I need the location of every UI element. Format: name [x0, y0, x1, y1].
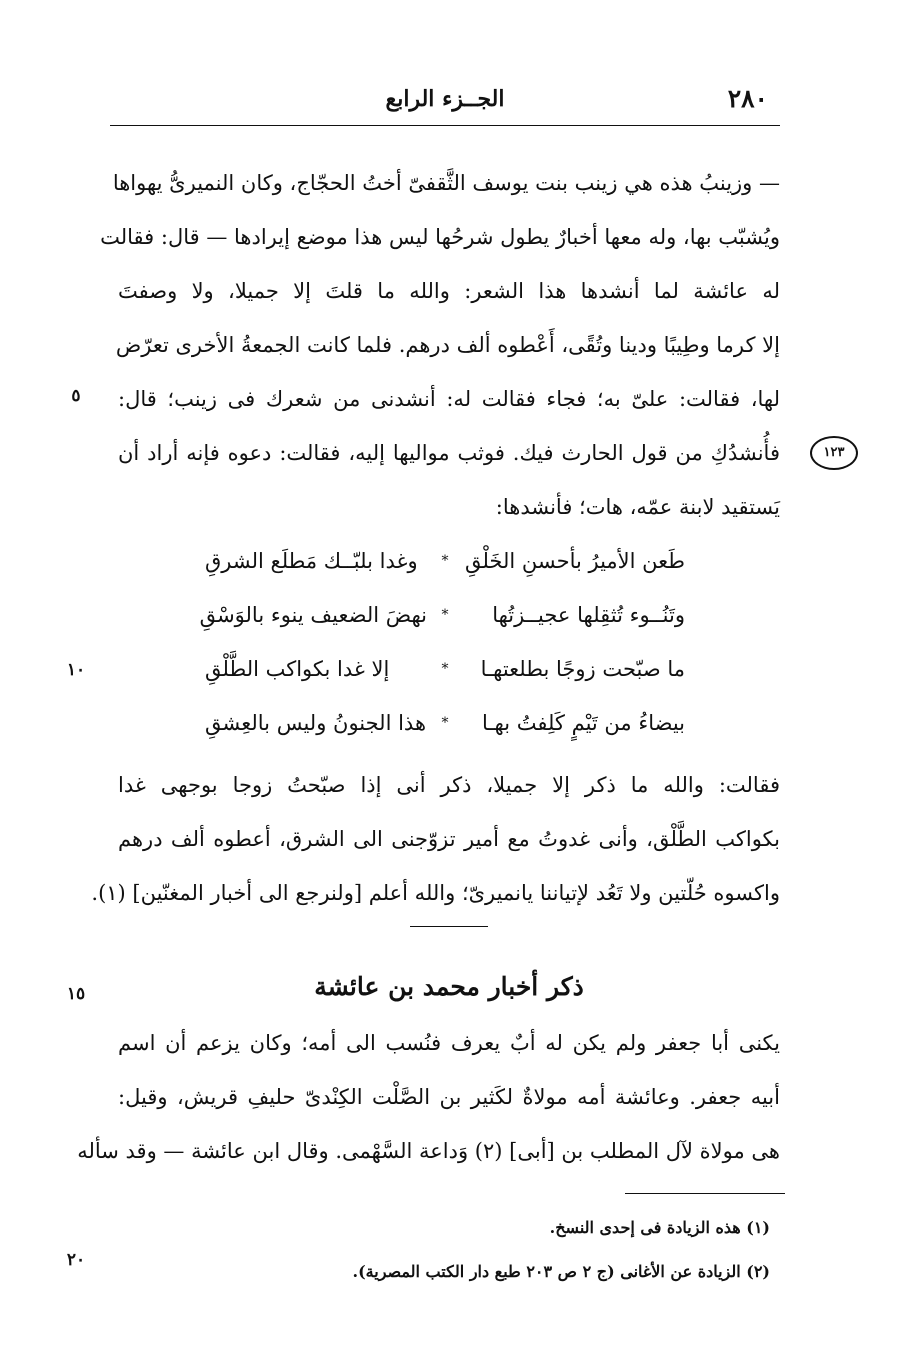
verse-separator: *: [441, 715, 449, 731]
header-rule: [110, 125, 780, 126]
text-line: يَستقيد لابنة عمّه، هات؛ فأنشدها:: [495, 495, 780, 519]
verse-separator: *: [441, 607, 449, 623]
verse-first-hemistich: وتَنُــوء تُثقِلها عجيــزتُها: [492, 603, 685, 627]
running-head: الجــزء الرابع: [385, 86, 505, 112]
verse-second-hemistich: وغدا بلبّــك مَطلَع الشرقِ: [205, 549, 418, 573]
library-stamp: ١٢٣: [810, 436, 858, 470]
footnote-rule: [625, 1193, 785, 1194]
poem-verse: [205, 642, 685, 696]
verse-first-hemistich: بيضاءُ من تَيْمٍ كَلِفتُ بهـا: [481, 711, 685, 735]
page-header: [110, 78, 780, 126]
line-number-marker: ٢٠: [66, 1250, 86, 1270]
section-title: ذكر أخبار محمد بن عائشة: [314, 972, 584, 1001]
footnotes: [250, 1206, 770, 1294]
text-line: له عائشة لما أنشدها هذا الشعر: والله ما قلتَ إلا جميلا، ولا وصفتَ: [118, 279, 780, 303]
text-line: فأُنشدُكِ من قول الحارث فيك. فوثب مواليها إليه، فقالت: دعوه فإنه أراد أن: [118, 441, 780, 465]
poem-verse: [199, 588, 685, 642]
poem-verse: [205, 696, 685, 750]
verse-separator: *: [441, 661, 449, 677]
line-number-marker: ١٠: [66, 660, 86, 680]
footnote: (٢) الزيادة عن الأغانى (ج ٢ ص ٢٠٣ طبع دار الكتب المصرية).: [352, 1262, 770, 1281]
text-line: هى مولاة لآل المطلب بن [أبى] (٢) وَداعة السَّهْمى. وقال ابن عائشة — وقد سأله: [77, 1139, 780, 1163]
text-line: فقالت: والله ما ذكر إلا جميلا، ذكر أنى إذا صبّحتُ زوجا بوجهى غدا: [118, 773, 780, 797]
footnote: (١) هذه الزيادة فى إحدى النسخ.: [549, 1218, 770, 1237]
paragraph-1: [100, 156, 780, 534]
line-number-marker: ١٥: [66, 984, 86, 1004]
line-number-marker: ٥: [71, 386, 81, 406]
verse-second-hemistich: نهضَ الضعيف ينوء بالوَسْقِ: [199, 603, 427, 627]
paragraph-3: [77, 1016, 780, 1178]
verse-separator: *: [441, 553, 449, 569]
verse-second-hemistich: إلا غدا بكواكب الطَّلْقِ: [205, 657, 390, 681]
text-line: إلا كرما وطِيبًا ودينا وتُقًى، أَعْطوه ألف درهم. فلما كانت الجمعةُ الأخرى تعرّض: [115, 333, 780, 357]
text-line: واكسوه حُلّتين ولا تَعُد لإتياننا يانميرىّ؛ والله أعلم [ولنرجع الى أخبار المغنّين] (١).: [91, 881, 780, 905]
section-separator: [410, 926, 488, 927]
text-line: أبيه جعفر. وعائشة أمه مولاةٌ لكَثير بن الصَّلْت الكِنْدىّ حليفِ قريش، وقيل:: [118, 1085, 780, 1109]
poem-verse: [205, 534, 685, 588]
verse-second-hemistich: هذا الجنونُ وليس بالعِشقِ: [205, 711, 427, 735]
page-number: ٢٨٠: [727, 84, 768, 113]
text-line: ويُشبّب بها، وله معها أخبارٌ يطول شرحُها ليس هذا موضع إيرادها — قال: فقالت: [100, 225, 780, 249]
text-line: بكواكب الطَّلْق، وأنى غدوتُ مع أمير تزوّجنى الى الشرق، أعطوه ألف درهم: [118, 827, 780, 851]
verse-first-hemistich: طَعن الأميرُ بأحسنِ الخَلْقِ: [464, 549, 685, 573]
text-line: يكنى أبا جعفر ولم يكن له أبٌ يعرف فنُسب الى أمه؛ وكان يزعم أن اسم: [118, 1031, 780, 1055]
text-line: لها، فقالت: علىّ به؛ فجاء فقالت له: أنشدنى من شعرك فى زينب؛ قال:: [118, 387, 780, 411]
paragraph-2: [91, 758, 780, 920]
verse-first-hemistich: ما صبّحت زوجًا بطلعتهـا: [480, 657, 685, 681]
text-line: — وزينبُ هذه هي زينب بنت يوسف الثَّقفىّ أختُ الحجّاج، وكان النميرىُّ يهواها: [112, 171, 780, 195]
